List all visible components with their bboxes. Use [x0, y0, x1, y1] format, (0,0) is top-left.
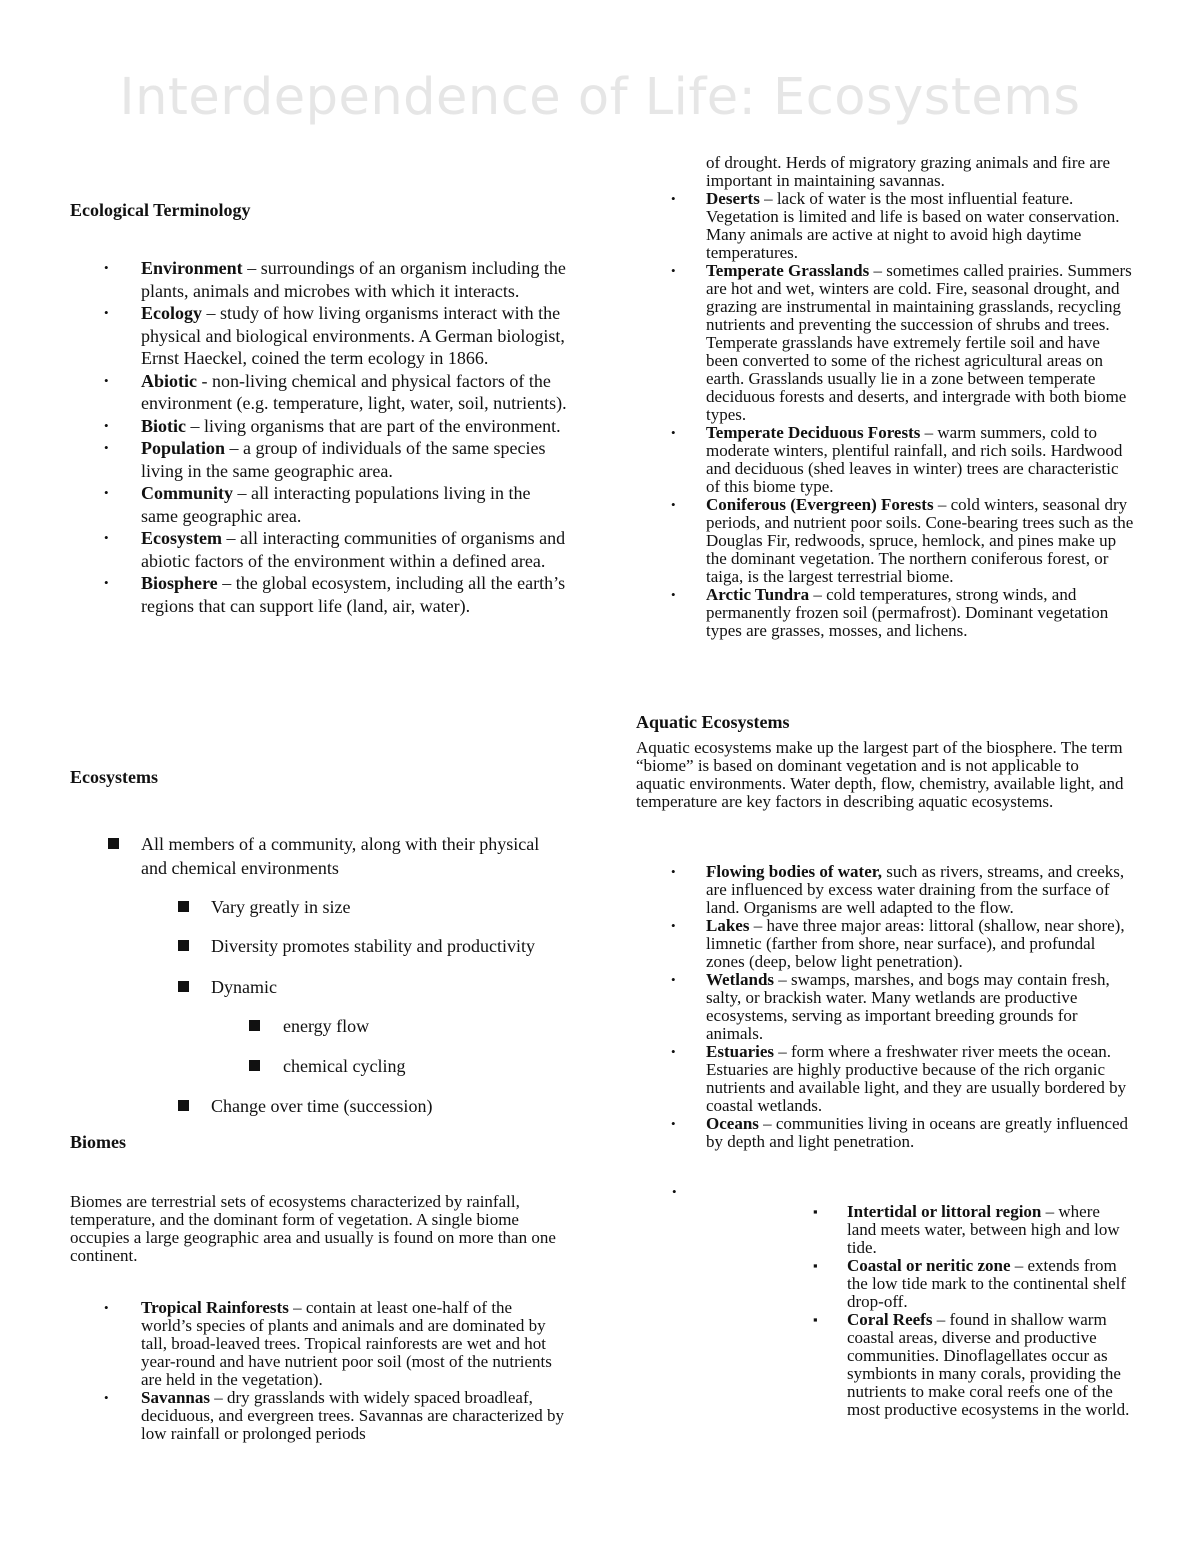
aquatic-heading: Aquatic Ecosystems: [636, 712, 790, 732]
list-item: [104, 527, 571, 572]
bullet-icon: •: [672, 1184, 677, 1199]
document-title: Interdependence of Life: Ecosystems: [119, 68, 1081, 127]
term-definition: – contain at least one-half of the world’s species of plants and animals and are dominated by tall, broad-leaved trees. Tropical rainforests are wet and hot year-round and have nutrient poor soil (most of the nutrients are held in the vegetation).: [141, 1298, 552, 1389]
term-definition: – study of how living organisms interact with the physical and biological environments. A German biologist, Ernst Haeckel, coined the term ecology in 1866.: [141, 303, 565, 368]
term-label: Intertidal or littoral region: [847, 1202, 1042, 1221]
term-definition: – form where a freshwater river meets the ocean. Estuaries are highly productive because of the rich organic nutrients and available light, and they are usually bordered by coastal wetlands.: [706, 1042, 1127, 1115]
list-item: [671, 916, 1134, 971]
bullet-icon: •: [671, 263, 676, 278]
term-label: Tropical Rainforests: [141, 1298, 289, 1317]
term-label: Ecology: [141, 303, 202, 323]
list-item: [104, 415, 571, 438]
bullet-icon: •: [671, 918, 676, 933]
aquatic-list: [671, 862, 1134, 1151]
list-item: [813, 1202, 1132, 1257]
bullet-icon: •: [104, 260, 109, 275]
term-label: Population: [141, 438, 226, 458]
term-label: Lakes: [706, 916, 750, 935]
bullet-icon: •: [104, 305, 109, 320]
bullet-icon: •: [104, 485, 109, 500]
square-bullet-icon: [178, 940, 189, 951]
bullet-icon: ▪: [813, 1204, 818, 1219]
list-item: [671, 970, 1134, 1043]
term-definition: - non-living chemical and physical factors of the environment (e.g. temperature, light, water, soil, nutrients).: [141, 370, 567, 413]
bullet-icon: •: [104, 417, 109, 433]
term-label: Coniferous (Evergreen) Forests: [706, 495, 934, 514]
term-definition: – have three major areas: littoral (shallow, near shore), limnetic (farther from shore, near surface), and profundal zones (deep, below light penetration).: [706, 916, 1125, 971]
list-item: [104, 302, 571, 370]
term-label: Temperate Grasslands: [706, 261, 870, 280]
list-item: [671, 189, 1134, 262]
bullet-icon: •: [671, 191, 676, 206]
term-label: Ecosystem: [141, 528, 222, 548]
term-definition: – swamps, marshes, and bogs may contain fresh, salty, or brackish water. Many wetlands are productive ecosystems, serving as important breeding grounds for animals.: [706, 970, 1110, 1043]
term-definition: – extends from the low tide mark to the continental shelf drop-off.: [847, 1256, 1127, 1311]
term-label: Deserts: [706, 189, 760, 208]
ocean-zones-list: [813, 1202, 1132, 1419]
list-item: [104, 572, 571, 617]
term-label: Arctic Tundra: [706, 585, 810, 604]
bullet-icon: •: [104, 1300, 109, 1315]
biomes-list: [104, 1298, 566, 1443]
list-item: [104, 1388, 566, 1443]
term-definition: – warm summers, cold to moderate winters, plentiful rainfall, and rich soils. Hardwood and deciduous (shed leaves in winter) trees are characteristic of this biome type.: [706, 423, 1123, 496]
bullet-icon: •: [104, 575, 109, 590]
list-item: [813, 1256, 1132, 1311]
term-label: Environment: [141, 258, 243, 278]
term-label: Biosphere: [141, 573, 218, 593]
list-item: [671, 1042, 1134, 1115]
list-item: [671, 585, 1134, 640]
term-label: Oceans: [706, 1114, 759, 1133]
term-definition: – living organisms that are part of the environment.: [186, 415, 561, 436]
bullet-icon: •: [104, 1390, 109, 1405]
term-definition: – communities living in oceans are greatly influenced by depth and light penetration.: [706, 1114, 1129, 1151]
list-item: [671, 1114, 1134, 1151]
term-label: Estuaries: [706, 1042, 774, 1061]
term-label: Biotic: [141, 415, 186, 436]
bullet-icon: •: [104, 372, 109, 388]
list-item: [671, 495, 1134, 586]
square-bullet-icon: [178, 981, 189, 992]
bullet-icon: •: [671, 972, 676, 987]
bullet-icon: •: [671, 1044, 676, 1059]
bullet-icon: ▪: [813, 1312, 818, 1327]
term-label: Coral Reefs: [847, 1310, 933, 1329]
term-label: Community: [141, 483, 234, 503]
square-bullet-icon: [178, 901, 189, 912]
square-bullet-icon: [178, 1100, 189, 1111]
term-definition: – surroundings of an organism including the plants, animals and microbes with which it interacts.: [141, 258, 566, 301]
bullet-icon: •: [671, 587, 676, 602]
list-item: [104, 437, 571, 482]
term-definition: such as rivers, streams, and creeks, are influenced by excess water draining from the surface of land. Organisms are well adapted to the flow.: [706, 862, 1125, 917]
term-definition: – cold winters, seasonal dry periods, and nutrient poor soils. Cone-bearing trees such as the Douglas Fir, redwoods, spruce, hemlock, and pines make up the dominant vegetation. The northern coniferous forest, or taiga, is the largest terrestrial biome.: [706, 495, 1134, 586]
term-definition: – the global ecosystem, including all the earth’s regions that can support life (land, air, water).: [141, 573, 566, 616]
term-definition: – lack of water is the most influential feature. Vegetation is limited and life is based on water conservation. Many animals are active at night to avoid high daytime temperatures.: [706, 189, 1120, 262]
bullet-icon: •: [671, 864, 676, 879]
list-item: [671, 261, 1134, 424]
term-definition: – found in shallow warm coastal areas, diverse and productive communities. Dinoflagellates occur as symbionts in many corals, providing the nutrients to make coral reefs one of the most productive ecosystems in the world.: [847, 1310, 1130, 1419]
bullet-icon: ▪: [813, 1258, 818, 1273]
bullet-icon: •: [104, 530, 109, 545]
square-bullet-icon: [249, 1060, 260, 1071]
list-item: [104, 482, 571, 527]
terminology-heading: Ecological Terminology: [70, 200, 251, 220]
term-label: Wetlands: [706, 970, 775, 989]
bullet-icon: •: [671, 497, 676, 512]
list-item: [671, 862, 1134, 917]
term-definition: – where land meets water, between high and low tide.: [847, 1202, 1120, 1257]
term-definition: – all interacting communities of organisms and abiotic factors of the environment within a defined area.: [141, 528, 566, 571]
term-label: Flowing bodies of water,: [706, 862, 882, 881]
ecosystems-heading: Ecosystems: [70, 767, 158, 787]
term-definition: – a group of individuals of the same species living in the same geographic area.: [141, 438, 546, 481]
terminology-list: [104, 257, 571, 617]
biomes-heading: Biomes: [70, 1132, 126, 1152]
term-definition: – dry grasslands with widely spaced broadleaf, deciduous, and evergreen trees. Savannas are characterized by low rainfall or prolonged periods: [141, 1388, 565, 1443]
left-column: [70, 200, 570, 221]
term-label: Savannas: [141, 1388, 210, 1407]
list-item: [104, 1298, 566, 1389]
square-bullet-icon: [249, 1020, 260, 1031]
bullet-icon: •: [104, 440, 109, 455]
bullet-icon: •: [671, 425, 676, 440]
aquatic-intro: Aquatic ecosystems make up the largest part of the biosphere. The term “biome” is based on dominant vegetation and is not applicable to aquatic environments. Water depth, flow, chemistry, available light, and temperature are key factors in describing aquatic ecosystems.: [636, 738, 1124, 811]
term-definition: – cold temperatures, strong winds, and permanently frozen soil (permafrost). Dominant vegetation types are grasses, mosses, and lichens.: [706, 585, 1109, 640]
biomes-list-continued: [671, 189, 1134, 640]
list-item: [813, 1310, 1132, 1419]
list-item: [104, 257, 571, 302]
term-label: Temperate Deciduous Forests: [706, 423, 921, 442]
term-label: Abiotic: [141, 370, 197, 391]
term-definition: – sometimes called prairies. Summers are hot and wet, winters are cold. Fire, seasonal drought, and grazing are instrumental in maintaining grasslands, recycling nutrients and preventing the succession of shrubs and trees. Temperate grasslands have extremely fertile soil and have been converted to some of the richest agricultural areas on earth. Grasslands usually lie in a zone between temperate deciduous forests and deserts, and intergrade with both biome types.: [706, 261, 1132, 424]
list-item: [671, 423, 1134, 496]
square-bullet-icon: [108, 838, 119, 849]
term-definition: – all interacting populations living in the same geographic area.: [141, 483, 531, 526]
savanna-continuation: of drought. Herds of migratory grazing animals and fire are important in maintaining savannas.: [706, 153, 1111, 190]
bullet-icon: •: [671, 1116, 676, 1131]
term-label: Coastal or neritic zone: [847, 1256, 1011, 1275]
biomes-intro: Biomes are terrestrial sets of ecosystems characterized by rainfall, temperature, and the dominant form of vegetation. A single biome occupies a large geographic area and usually is found on more than one continent.: [70, 1192, 556, 1265]
list-item: [104, 370, 571, 415]
